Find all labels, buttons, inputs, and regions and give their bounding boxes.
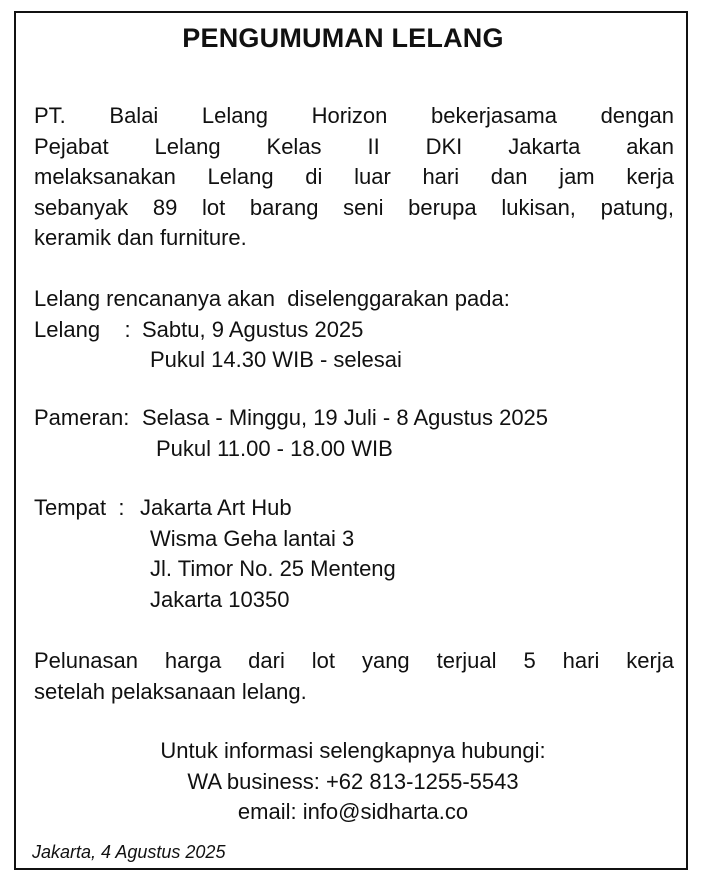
intro-line: melaksanakan Lelang di luar hari dan jam kerja — [34, 164, 674, 189]
schedule-heading: Lelang rencananya akan diselenggarakan pada: — [34, 286, 510, 311]
page-title — [16, 23, 690, 54]
contact-wa[interactable]: WA business: +62 813-1255-5543 — [187, 768, 519, 794]
footer-date: Jakarta, 4 Agustus 2025 — [32, 842, 226, 862]
exhibition-row — [34, 403, 674, 434]
exhibition-label: Pameran: — [34, 405, 136, 430]
intro-line: sebanyak 89 lot barang seni berupa lukisan, patung, — [34, 194, 674, 220]
payment-line: setelah pelaksanaan lelang. — [34, 678, 307, 704]
payment-paragraph — [34, 646, 674, 707]
exhibition-section — [34, 403, 674, 464]
venue-section — [34, 493, 674, 615]
exhibition-time: Pukul 11.00 - 18.00 WIB — [156, 435, 393, 461]
exhibition-time-row — [34, 434, 674, 465]
contact-email[interactable]: email: info@sidharta.co — [237, 799, 469, 824]
schedule-section — [34, 284, 674, 376]
venue-line: Jakarta 10350 — [150, 586, 290, 612]
venue-row — [34, 493, 674, 524]
payment-line: Pelunasan harga dari lot yang terjual 5 hari kerja — [34, 648, 674, 673]
intro-line: PT. Balai Lelang Horizon bekerjasama dengan — [34, 103, 674, 128]
venue-line: Jakarta Art Hub — [140, 495, 292, 520]
announcement-frame — [14, 11, 688, 870]
title-text: PENGUMUMAN LELANG — [182, 23, 504, 53]
auction-time: Pukul 14.30 WIB - selesai — [150, 347, 402, 372]
auction-label: Lelang : — [34, 316, 137, 342]
intro-line: Pejabat Lelang Kelas II DKI Jakarta akan — [34, 133, 674, 159]
venue-label: Tempat : — [34, 495, 131, 520]
exhibition-date: Selasa - Minggu, 19 Juli - 8 Agustus 2025 — [142, 405, 549, 430]
venue-line: Jl. Timor No. 25 Menteng — [150, 556, 396, 581]
auction-date: Sabtu, 9 Agustus 2025 — [142, 316, 364, 342]
contact-section — [16, 736, 690, 828]
intro-paragraph — [34, 101, 674, 254]
contact-heading: Untuk informasi selengkapnya hubungi: — [160, 738, 546, 763]
intro-line: keramik dan furniture. — [34, 225, 247, 250]
auction-time-row — [34, 345, 674, 376]
auction-row — [34, 315, 674, 346]
venue-line: Wisma Geha lantai 3 — [150, 525, 355, 551]
